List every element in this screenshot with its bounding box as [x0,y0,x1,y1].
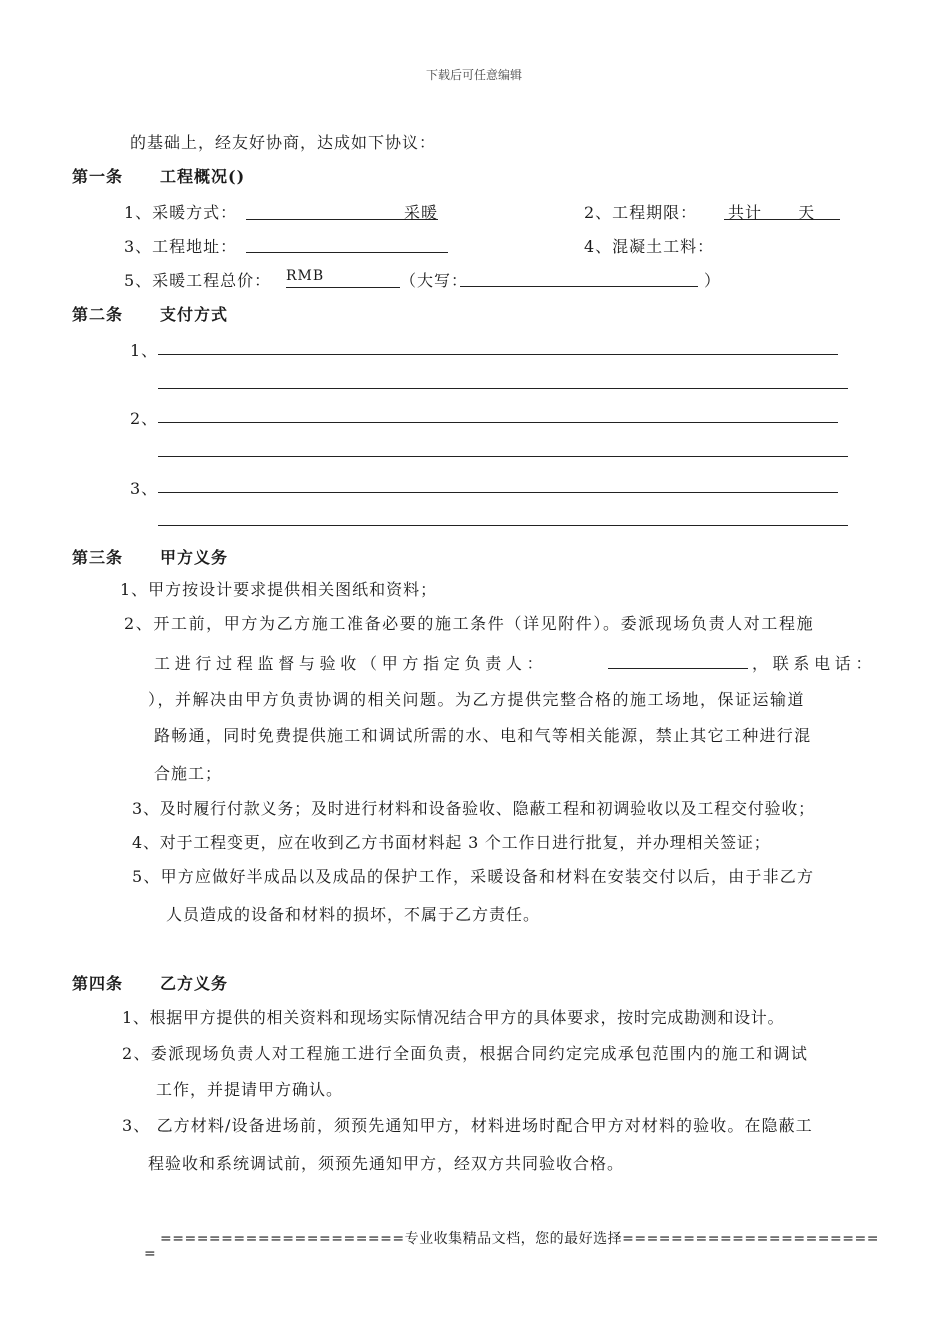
project-period-value[interactable] [724,200,840,220]
total-price-currency: RMB [286,268,325,284]
project-address-label: 3、工程地址： [124,237,238,256]
payment-item-3-line-2[interactable] [158,525,848,526]
concrete-material-label: 4、混凝土工料： [584,237,715,256]
party-a-duty-4: 4、对于工程变更，应在收到乙方书面材料起 3 个工作日进行批复，并办理相关签证； [132,833,771,852]
project-period-prefix: 共计 [728,203,763,222]
payment-item-2-line-2[interactable] [158,456,848,457]
party-b-duty-2-line-2: 工作，并提请甲方确认。 [156,1080,344,1099]
total-price-upper-field[interactable] [460,286,698,287]
article1-title: 工程概况() [160,167,246,186]
party-a-duty-5-line-2: 人员造成的设备和材料的损坏，不属于乙方责任。 [166,905,541,924]
total-price-value[interactable] [286,268,400,288]
article3-heading: 第三条 [72,548,124,567]
footer-banner-tail: = [144,1246,157,1262]
article3-title: 甲方义务 [160,548,229,567]
payment-item-1-label: 1、 [130,341,159,360]
heating-method-label: 1、采暖方式： [124,203,238,222]
party-b-duty-3-line-2: 程验收和系统调试前，须预先通知甲方，经双方共同验收合格。 [148,1154,625,1173]
payment-item-2-label: 2、 [130,409,159,428]
party-b-duty-2-line-1: 2、委派现场负责人对工程施工进行全面负责，根据合同约定完成承包范围内的施工和调试 [122,1044,809,1063]
party-a-duty-5-line-1: 5、甲方应做好半成品以及成品的保护工作，采暖设备和材料在安装交付以后，由于非乙方 [132,867,815,886]
payment-item-1-line-1[interactable] [158,354,838,355]
payment-item-3-label: 3、 [130,479,159,498]
project-address-field[interactable] [246,252,448,253]
project-period-label: 2、工程期限： [584,203,698,222]
payment-item-2-line-1[interactable] [158,422,838,423]
total-price-upper-close: ） [704,271,722,290]
party-a-duty-2-line-1: 2、开工前，甲方为乙方施工准备必要的施工条件（详见附件）。委派现场负责人对工程施 [124,614,815,633]
party-b-duty-1: 1、根据甲方提供的相关资料和现场实际情况结合甲方的具体要求，按时完成勘测和设计。 [122,1008,785,1027]
heating-method-value[interactable] [246,200,438,220]
article2-heading: 第二条 [72,305,124,324]
payment-item-3-line-1[interactable] [158,492,838,493]
header-note: 下载后可任意编辑 [426,68,523,82]
party-a-duty-2-line-3: ），并解决由甲方负责协调的相关问题。为乙方提供完整合格的施工场地，保证运输道 [148,690,806,709]
article1-heading: 第一条 [72,167,124,186]
footer-banner: ====================专业收集精品文档，您的最好选择===================== [160,1231,879,1247]
project-period-unit: 天 [798,203,816,222]
party-a-contact-person-field[interactable] [608,668,748,669]
party-a-duty-3: 3、及时履行付款义务；及时进行材料和设备验收、隐蔽工程和初调验收以及工程交付验收； [132,799,815,818]
article4-title: 乙方义务 [160,974,229,993]
party-a-duty-2-line-2: 工进行过程监督与验收（甲方指定负责人： [154,654,548,673]
party-a-duty-1: 1、甲方按设计要求提供相关图纸和资料； [120,580,438,599]
total-price-label: 5、采暖工程总价： [124,271,272,290]
article2-title: 支付方式 [160,305,229,324]
party-a-duty-2-phone-label: ，联系电话： [752,654,877,673]
party-a-duty-2-line-5: 合施工； [154,764,223,783]
intro-text: 的基础上，经友好协商，达成如下协议： [130,133,437,152]
article4-heading: 第四条 [72,974,124,993]
heating-method-text: 采暖 [403,203,438,222]
payment-item-1-line-2[interactable] [158,388,848,389]
total-price-upper-open: （大写： [400,271,469,290]
party-b-duty-3-line-1: 3、 乙方材料/设备进场前，须预先通知甲方，材料进场时配合甲方对材料的验收。在隐蔽工 [122,1116,813,1135]
party-a-duty-2-line-4: 路畅通，同时免费提供施工和调试所需的水、电和气等相关能源，禁止其它工种进行混 [154,726,812,745]
